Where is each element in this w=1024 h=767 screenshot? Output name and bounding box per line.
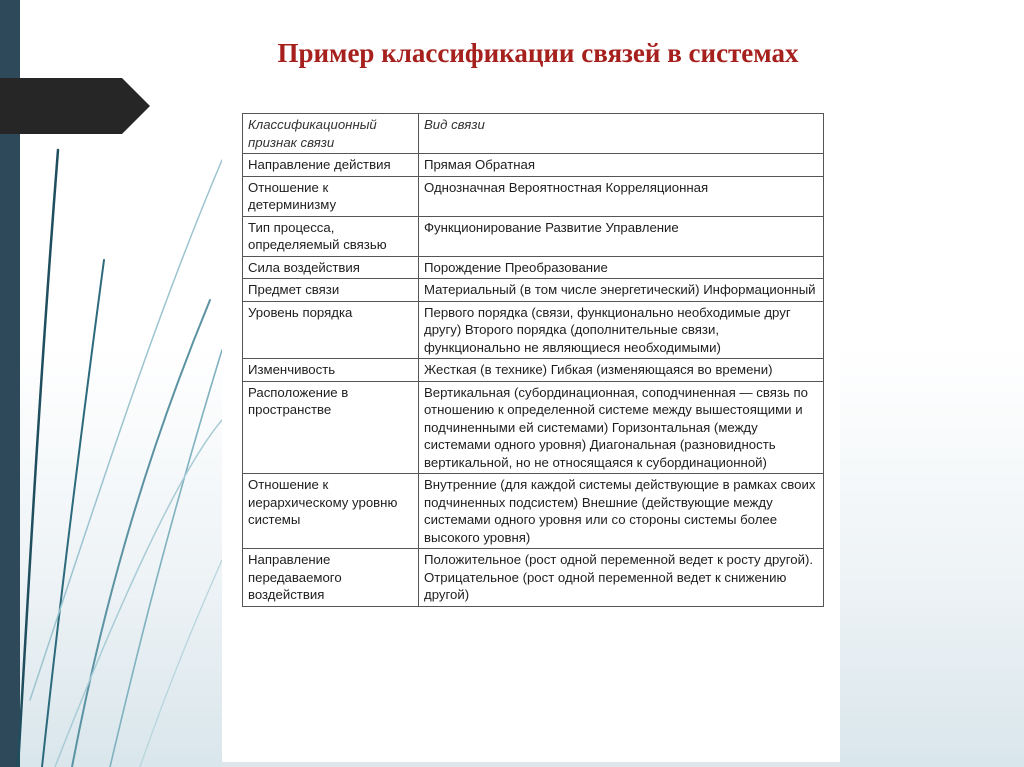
table-cell: Прямая Обратная <box>419 154 824 177</box>
table-cell: Внутренние (для каждой системы действующие в рамках своих подчиненных подсистем) Внешние (действующие между системами одного уровня или со стороны системы более высокого уровня) <box>419 474 824 549</box>
arrow-tab-decoration <box>0 78 150 134</box>
table-row <box>243 154 824 177</box>
table-cell: Положительное (рост одной переменной ведет к росту другой). Отрицательное (рост одной переменной ведет к снижению другой) <box>419 549 824 607</box>
table-cell: Сила воздействия <box>243 256 419 279</box>
table-cell: Отношение к детерминизму <box>243 176 419 216</box>
table-cell: Предмет связи <box>243 279 419 302</box>
table-cell: Однозначная Вероятностная Корреляционная <box>419 176 824 216</box>
table-cell: Направление передаваемого воздействия <box>243 549 419 607</box>
table-header-cell: Классификационный признак связи <box>243 114 419 154</box>
classification-table <box>242 113 824 607</box>
table-row <box>243 279 824 302</box>
table-cell: Уровень порядка <box>243 301 419 359</box>
table-cell: Порождение Преобразование <box>419 256 824 279</box>
table-cell: Вертикальная (субординационная, соподчиненная — связь по отношению к определенной системе между вышестоящими и подчиненными ей системами) Горизонтальная (между системами одного уровня) Диагональная (разновидность вертикальной, но не относящаяся к субординационной) <box>419 381 824 474</box>
table-cell: Направление действия <box>243 154 419 177</box>
table-cell: Изменчивость <box>243 359 419 382</box>
table-row <box>243 301 824 359</box>
table-row <box>243 549 824 607</box>
table-row <box>243 176 824 216</box>
table-cell: Материальный (в том числе энергетический) Информационный <box>419 279 824 302</box>
table-image-panel <box>222 100 840 767</box>
table-cell: Тип процесса, определяемый связью <box>243 216 419 256</box>
table-header-cell: Вид связи <box>419 114 824 154</box>
table-cell: Расположение в пространстве <box>243 381 419 474</box>
table-cell: Жесткая (в технике) Гибкая (изменяющаяся во времени) <box>419 359 824 382</box>
table-row <box>243 256 824 279</box>
table-cell: Первого порядка (связи, функционально необходимые друг другу) Второго порядка (дополнительные связи, функционально не являющиеся необходимыми) <box>419 301 824 359</box>
table-row <box>243 216 824 256</box>
table-row <box>243 359 824 382</box>
table-row <box>243 381 824 474</box>
table-cell: Отношение к иерархическому уровню системы <box>243 474 419 549</box>
slide-title: Пример классификации связей в системах <box>277 38 799 68</box>
bottom-strip <box>222 762 840 767</box>
table-cell: Функционирование Развитие Управление <box>419 216 824 256</box>
table-row <box>243 474 824 549</box>
table-header-row <box>243 114 824 154</box>
